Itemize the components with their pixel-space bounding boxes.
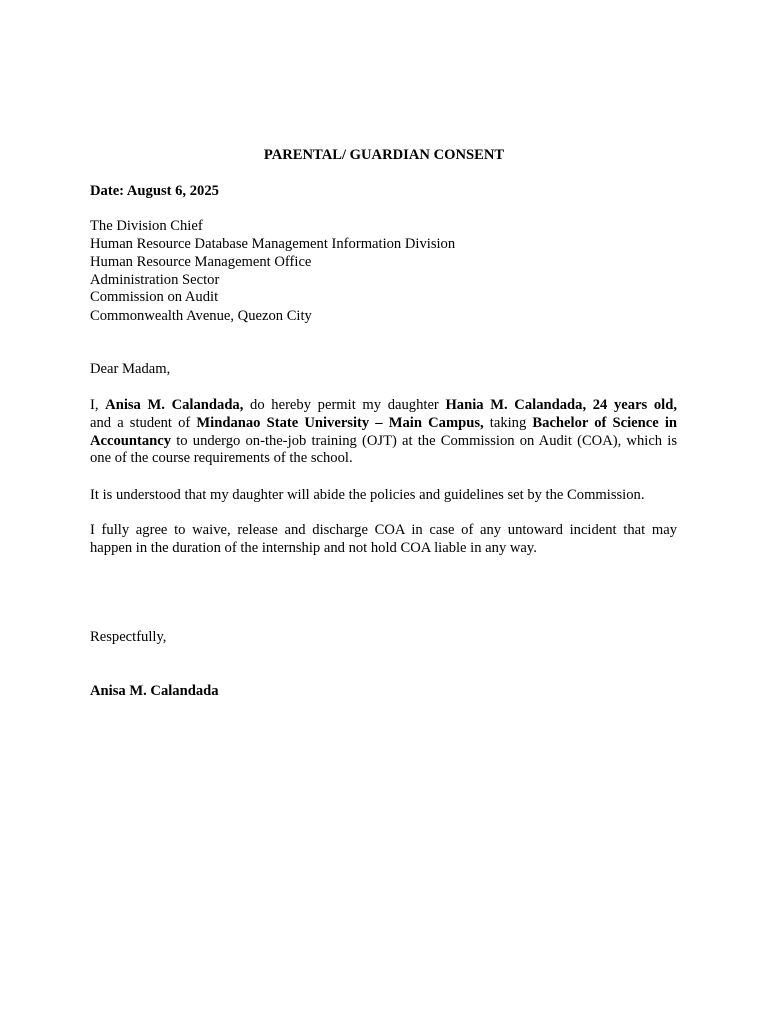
course-name: Bachelor of Science in	[532, 414, 678, 431]
paragraph-line: one of the course requirements of the school.	[90, 450, 353, 467]
address-line: Administration Sector	[90, 272, 220, 288]
waiver-paragraph	[90, 522, 677, 558]
address-line: Human Resource Database Management Information Division	[90, 236, 456, 252]
salutation: Dear Madam,	[90, 361, 171, 377]
paragraph-line: I fully agree to waive, release and discharge COA in case of any untoward incident that may	[90, 522, 677, 538]
address-line: Human Resource Management Office	[90, 254, 312, 270]
paragraph-line: happen in the duration of the internship and not hold COA liable in any way.	[90, 539, 537, 556]
text-run: and a student of	[90, 414, 197, 431]
consent-paragraph	[90, 397, 677, 468]
text-run: do hereby permit my daughter	[243, 397, 446, 413]
text-run: to undergo on-the-job training (OJT) at the Commission on Audit (COA), which is	[171, 432, 677, 449]
course-name: Accountancy	[90, 432, 172, 449]
signatory-name: Anisa M. Calandada	[90, 683, 219, 699]
document-title: PARENTAL/ GUARDIAN CONSENT	[263, 147, 505, 163]
policy-paragraph: It is understood that my daughter will abide the policies and guidelines set by the Commission.	[90, 487, 645, 503]
child-name: Hania M. Calandada, 24 years old,	[445, 397, 678, 413]
paragraph-line	[90, 397, 677, 415]
paragraph-line	[90, 415, 677, 433]
text-run: I,	[90, 397, 106, 413]
parent-name: Anisa M. Calandada,	[105, 397, 244, 413]
school-name: Mindanao State University – Main Campus,	[196, 414, 484, 431]
text-run: taking	[483, 414, 533, 431]
address-line: Commonwealth Avenue, Quezon City	[90, 308, 312, 324]
letter-date: Date: August 6, 2025	[90, 183, 219, 199]
address-line: The Division Chief	[90, 218, 203, 234]
closing: Respectfully,	[90, 629, 167, 645]
paragraph-line	[90, 433, 677, 451]
address-line: Commission on Audit	[90, 289, 219, 305]
